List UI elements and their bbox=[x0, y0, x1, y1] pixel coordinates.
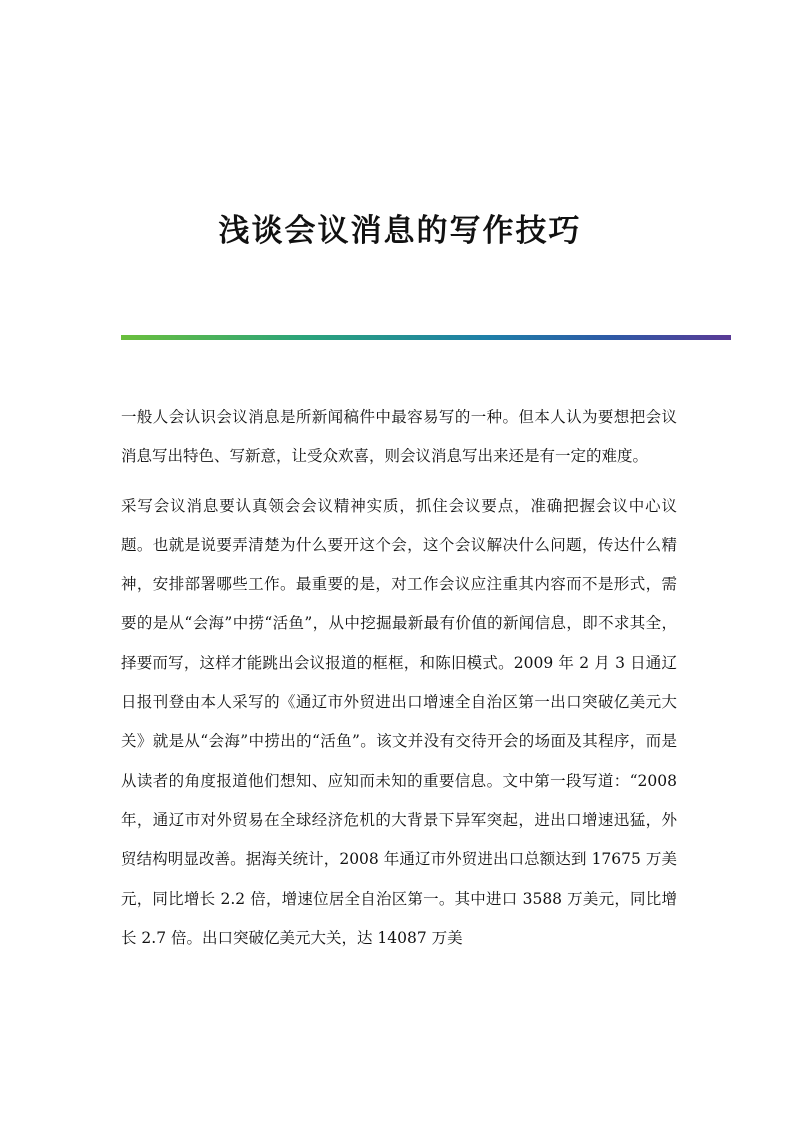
paragraph-1: 一般人会认识会议消息是所新闻稿件中最容易写的一种。但本人认为要想把会议消息写出特色、写新意，让受众欢喜，则会议消息写出来还是有一定的难度。 bbox=[121, 408, 677, 466]
title-divider bbox=[121, 335, 731, 340]
paragraph-2: 采写会议消息要认真领会会议精神实质，抓住会议要点，准确把握会议中心议题。也就是说要弄清楚为什么要开这个会，这个会议解决什么问题，传达什么精神，安排部署哪些工作。最重要的是，对工作会议应注重其内容而不是形式，需要的是从“会海”中捞“活鱼”，从中挖掘最新最有价值的新闻信息，即不求其全，择要而写，这样才能跳出会议报道的框框，和陈旧模式。2009 年 2 月 3 日通辽日报刊登由本人采写的《通辽市外贸进出口增速全自治区第一出口突破亿美元大关》就是从“会海”中捞出的“活鱼”。该文并没有交待开会的场面及其程序，而是从读者的角度报道他们想知、应知而未知的重要信息。文中第一段写道：“2008 年，通辽市对外贸易在全球经济危机的大背景下异军突起，进出口增速迅猛，外贸结构明显改善。据海关统计，2008 年通辽市外贸进出口总额达到 17675 万美元，同比增长 2.2 倍，增速位居全自治区第一。其中进口 3588 万美元，同比增长 2.7 倍。出口突破亿美元大关，达 14087 万美 bbox=[121, 496, 677, 947]
document-body bbox=[121, 398, 677, 968]
page-title: 浅谈会议消息的写作技巧 bbox=[218, 212, 582, 249]
